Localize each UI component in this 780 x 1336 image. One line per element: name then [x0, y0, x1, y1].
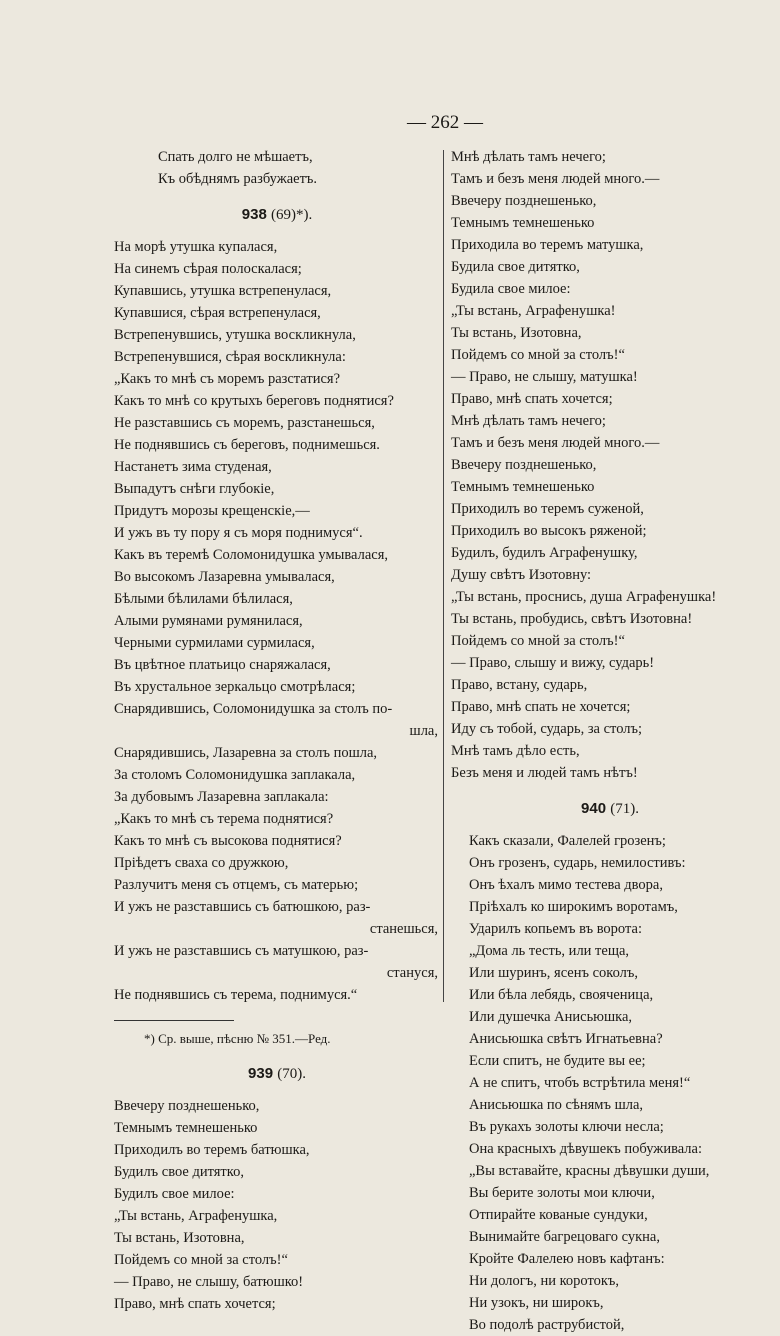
verse-line: Ввечеру позднешенько, — [451, 193, 597, 209]
column-divider — [443, 150, 444, 1002]
verse-line: Право, мнѣ спать не хочется; — [451, 699, 631, 715]
verse-continuation: стануся, — [386, 965, 438, 981]
verse-line: Право, встану, сударь, — [451, 677, 588, 693]
song-number: 939 — [248, 1065, 274, 1082]
song-938-verses-b — [114, 742, 440, 918]
verse-line: Отпирайте кованые сундуки, — [469, 1207, 648, 1223]
verse-line: Придутъ морозы крещенскіе,— — [114, 503, 310, 519]
verse-line: Не поднявшись съ береговъ, поднимешься. — [114, 437, 380, 453]
verse-line: Мнѣ тамъ дѣло есть, — [451, 743, 580, 759]
verse-line: За дубовымъ Лазаревна заплакала: — [114, 789, 329, 805]
verse-line: Или бѣла лебядь, своячeница, — [469, 987, 654, 1003]
verse-line: И ужъ не разставшись съ батюшкою, раз- — [114, 899, 371, 915]
verse-line: Приходила во теремъ матушка, — [451, 237, 644, 253]
verse-line: Во высокомъ Лазаревна умывалася, — [114, 569, 335, 585]
verse-line: Право, мнѣ спать хочется; — [451, 391, 613, 407]
verse-line: На морѣ утушка купалася, — [114, 239, 278, 255]
song-939-continued-verses — [451, 146, 769, 784]
song-subnumber: (71). — [610, 801, 639, 817]
verse-line: Не разставшись съ моремъ, разстанешься, — [114, 415, 375, 431]
verse-line: Купавшися, сѣрая встрепенулася, — [114, 305, 321, 321]
song-938-verses — [114, 236, 440, 720]
verse-line: Тамъ и безъ меня людей много.— — [451, 435, 660, 451]
verse-line: Алыми румянами румянилася, — [114, 613, 303, 629]
verse-line: „Ты встань, Аграфенушка! — [451, 303, 616, 319]
verse-line: — Право, не слышу, матушка! — [451, 369, 638, 385]
verse-line: И ужъ въ ту пору я съ моря поднимуся“. — [114, 525, 363, 541]
verse-line: Пойдемъ со мной за столъ!“ — [114, 1252, 288, 1268]
song-940-verses — [451, 830, 769, 1336]
verse-line: — Право, слышу и вижу, сударь! — [451, 655, 655, 671]
verse-continuation: шла, — [409, 723, 438, 739]
page-number: — 262 — — [407, 112, 483, 133]
verse-line: Снарядившись, Лазаревна за столъ пошла, — [114, 745, 378, 761]
verse-line: Мнѣ дѣлать тамъ нечего; — [451, 413, 606, 429]
verse-line: Приходилъ во теремъ суженой, — [451, 501, 644, 517]
verse-line: А не спитъ, чтобъ встрѣтила меня!“ — [469, 1075, 691, 1091]
verse-line: Будила свое милое: — [451, 281, 571, 297]
verse-line: И ужъ не разставшись съ матушкою, раз- — [114, 943, 369, 959]
verse-line: Она красныхъ дѣвушекъ побуживала: — [469, 1141, 702, 1157]
verse-line: „Какъ то мнѣ съ моремъ разстатися? — [114, 371, 341, 387]
verse-line: Ты встань, Изотовна, — [451, 325, 582, 341]
verse-line: Иду съ тобой, сударь, за столъ; — [451, 721, 643, 737]
verse-line: Разлучитъ меня съ отцемъ, съ матерью; — [114, 877, 359, 893]
verse-line: Анисьюшка свѣтъ Игнатьевна? — [469, 1031, 663, 1047]
verse-line: Будилъ свое дитятко, — [114, 1164, 244, 1180]
verse-line: Настанетъ зима студеная, — [114, 459, 272, 475]
verse-line: Душу свѣтъ Изотовну: — [451, 567, 592, 583]
verse-line: Тамъ и безъ меня людей много.— — [451, 171, 660, 187]
verse-line: Встрепенувшись, утушка воскликнула, — [114, 327, 356, 343]
verse-line: „Ты встань, Аграфенушка, — [114, 1208, 278, 1224]
song-subnumber: (70). — [277, 1066, 306, 1082]
verse-line: Онъ грозенъ, сударь, немилостивъ: — [469, 855, 686, 871]
song-number: 938 — [241, 206, 267, 223]
footnote: *) Ср. выше, пѣсню № 351.—Ред. — [144, 1031, 331, 1046]
verse-line: Темнымъ темнешенько — [451, 215, 595, 231]
intro-lines — [114, 146, 440, 190]
verse-line: Будила свое дитятко, — [451, 259, 580, 275]
verse-line: Ни узокъ, ни широкъ, — [469, 1295, 604, 1311]
verse-line: Будилъ, будилъ Аграфенушку, — [451, 545, 638, 561]
verse-line: Ввечеру позднешенько, — [114, 1098, 260, 1114]
verse-line: Пойдемъ со мной за столъ!“ — [451, 347, 625, 363]
verse-line: Во подолѣ раструбистой, — [469, 1317, 625, 1333]
verse-line: Пріѣхалъ ко широкимъ воротамъ, — [469, 899, 678, 915]
verse-line: Или шуринъ, ясенъ соколъ, — [469, 965, 639, 981]
verse-line: Пойдемъ со мной за столъ!“ — [451, 633, 625, 649]
verse-line: Темнымъ темнешенько — [114, 1120, 258, 1136]
verse-line: Мнѣ дѣлать тамъ нечего; — [451, 149, 606, 165]
verse-line: Спать долго не мѣшаетъ, — [158, 149, 313, 165]
song-number: 940 — [581, 800, 607, 817]
verse-line: „Какъ то мнѣ съ терема поднятися? — [114, 811, 334, 827]
verse-line: Или душечка Анисьюшка, — [469, 1009, 633, 1025]
verse-line: Къ обѣднямъ разбужаетъ. — [158, 171, 318, 187]
verse-line: Какъ въ теремѣ Соломонидушка умывалася, — [114, 547, 388, 563]
verse-line: Вынимайте багрецоваго сукна, — [469, 1229, 660, 1245]
verse-line: Бѣлыми бѣлилами бѣлилася, — [114, 591, 293, 607]
left-column — [114, 146, 440, 1315]
verse-line: Не поднявшись съ терема, поднимуся.“ — [114, 987, 358, 1003]
verse-line: Безъ меня и людей тамъ нѣтъ! — [451, 765, 638, 781]
song-940-title — [451, 798, 769, 820]
verse-line: Пріѣдетъ сваха со дружкою, — [114, 855, 289, 871]
verse-line: „Дома ль тесть, или теща, — [469, 943, 630, 959]
verse-line: Встрепенувшися, сѣрая воскликнула: — [114, 349, 346, 365]
verse-line: Въ хрустальное зеркальцо смотрѣлася; — [114, 679, 356, 695]
verse-line: Выпадутъ снѣги глубокіе, — [114, 481, 275, 497]
verse-line: Кройте Фалелею новъ кафтанъ: — [469, 1251, 665, 1267]
verse-line: Черными сурмилами сурмилася, — [114, 635, 315, 651]
verse-line: За столомъ Соломонидушка заплакала, — [114, 767, 356, 783]
verse-line: Какъ то мнѣ съ высокова поднятися? — [114, 833, 342, 849]
verse-line: Темнымъ темнешенько — [451, 479, 595, 495]
verse-line: Приходилъ во высокъ ряженой; — [451, 523, 647, 539]
verse-line: Будилъ свое милое: — [114, 1186, 235, 1202]
verse-line: Въ рукахъ золоты ключи несла; — [469, 1119, 664, 1135]
footnote-rule — [114, 1020, 234, 1021]
verse-line: Приходилъ во теремъ батюшка, — [114, 1142, 310, 1158]
verse-line: Право, мнѣ спать хочется; — [114, 1296, 276, 1312]
verse-line: „Вы вставайте, красны дѣвушки души, — [469, 1163, 710, 1179]
song-938-title — [114, 204, 440, 226]
right-column — [451, 146, 769, 1336]
verse-line: Онъ ѣхалъ мимо тестева двора, — [469, 877, 663, 893]
verse-line: Ты встань, пробудись, свѣтъ Изотовна! — [451, 611, 693, 627]
verse-line: „Ты встань, проснись, душа Аграфенушка! — [451, 589, 717, 605]
verse-line: Какъ сказали, Фалелей грозенъ; — [469, 833, 666, 849]
verse-line: Въ цвѣтное платьицо снаряжалася, — [114, 657, 331, 673]
song-939-title — [114, 1063, 440, 1085]
verse-line: Анисьюшка по сѣнямъ шла, — [469, 1097, 644, 1113]
verse-line: Ни дологъ, ни коротокъ, — [469, 1273, 620, 1289]
song-subnumber: (69)*). — [270, 207, 313, 223]
verse-line: Купавшись, утушка встрепенулася, — [114, 283, 332, 299]
verse-line: На синемъ сѣрая полоскалася; — [114, 261, 302, 277]
verse-line: Вы берите золоты мои ключи, — [469, 1185, 655, 1201]
verse-line: Ты встань, Изотовна, — [114, 1230, 245, 1246]
verse-line: — Право, не слышу, батюшко! — [114, 1274, 304, 1290]
verse-line: Если спитъ, не будите вы ее; — [469, 1053, 646, 1069]
verse-line: Ввечеру позднешенько, — [451, 457, 597, 473]
song-939-verses — [114, 1095, 440, 1315]
verse-continuation: станешься, — [369, 921, 438, 937]
verse-line: Какъ то мнѣ со крутыхъ береговъ поднятися? — [114, 393, 394, 409]
verse-line: Снарядившись, Соломонидушка за столъ по- — [114, 701, 393, 717]
verse-line: Ударилъ копьемъ въ ворота: — [469, 921, 642, 937]
